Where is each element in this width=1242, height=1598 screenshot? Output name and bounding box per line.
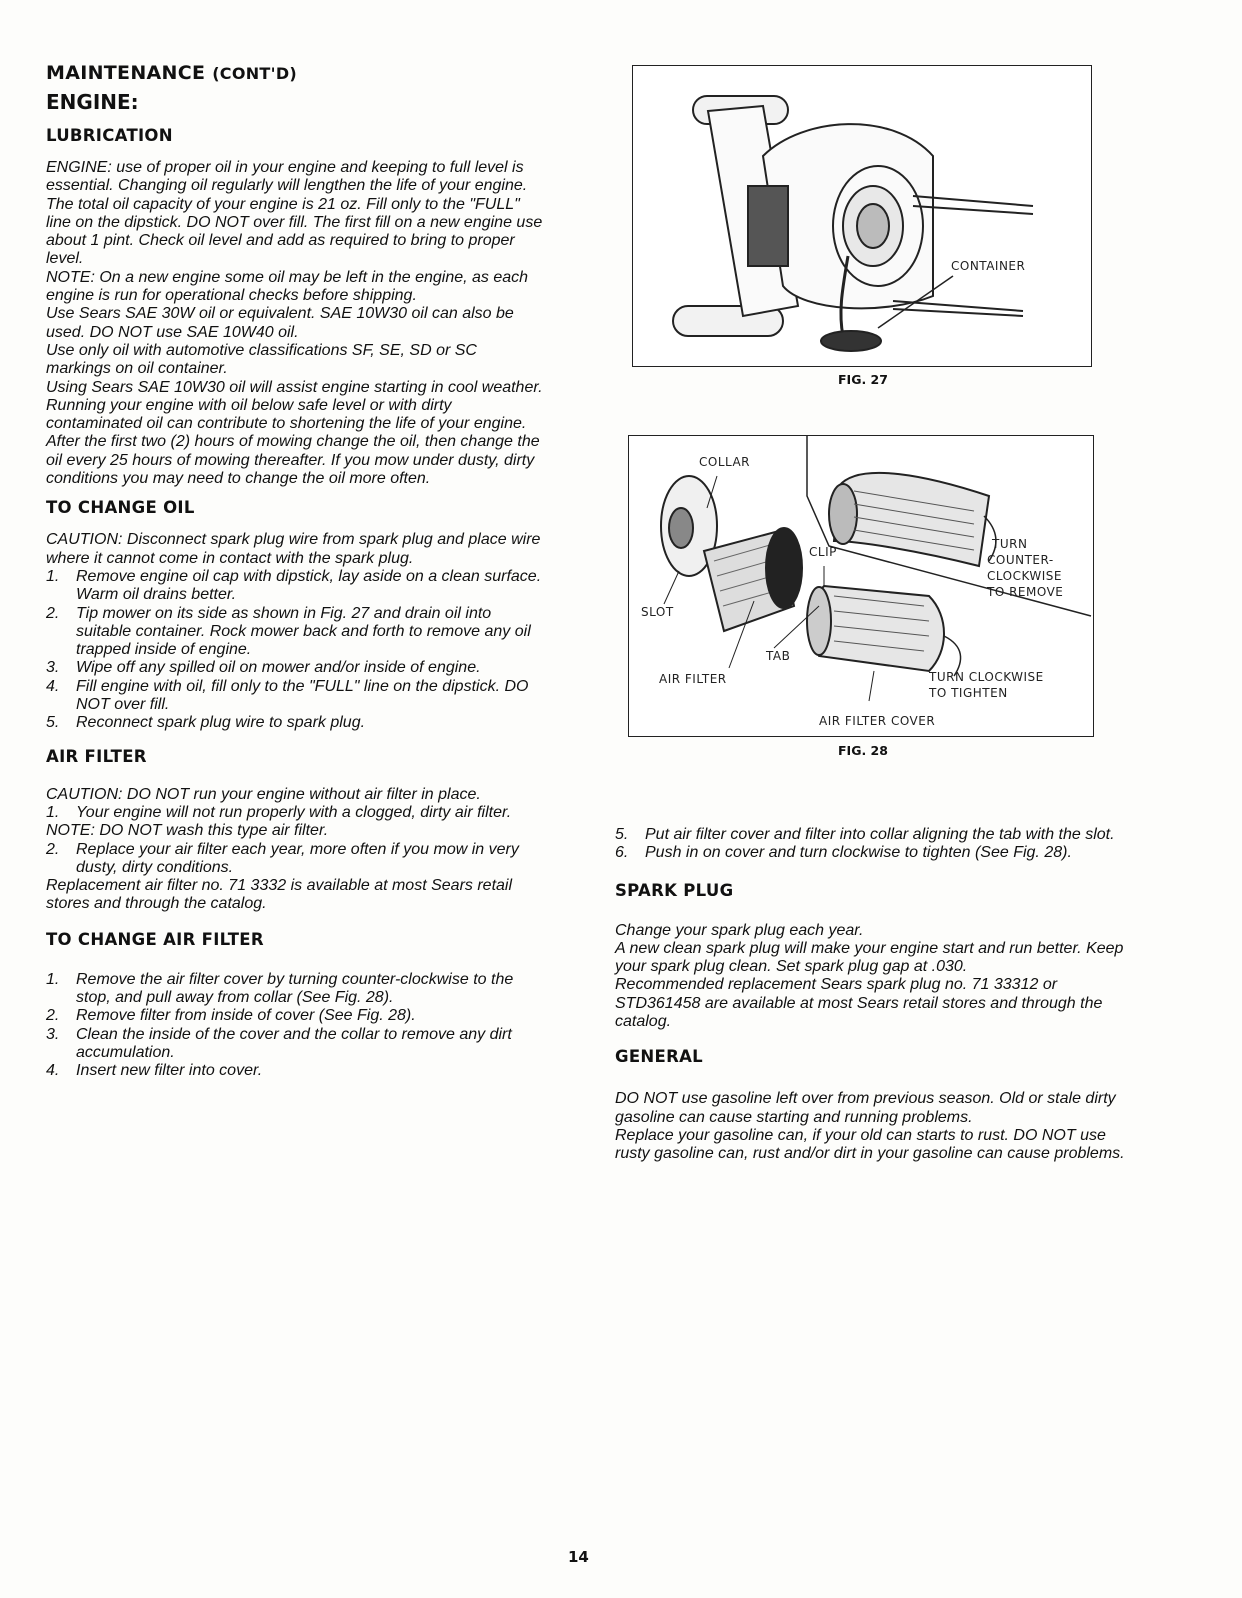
maintenance-heading: MAINTENANCE <box>46 62 206 84</box>
step-number: 5. <box>46 714 60 732</box>
figure-28-caption: FIG. 28 <box>838 743 888 758</box>
step-text: Insert new filter into cover. <box>76 1062 263 1080</box>
air-filter-note: NOTE: DO NOT wash this type air filter. <box>46 822 329 840</box>
paragraph: Using Sears SAE 10W30 oil will assist engine starting in cool weather. <box>46 378 543 396</box>
step-text: Reconnect spark plug wire to spark plug. <box>76 714 366 732</box>
step-number: 4. <box>46 1062 60 1080</box>
collar-label: COLLAR <box>699 455 751 469</box>
container-label: CONTAINER <box>951 259 1026 273</box>
paragraph: NOTE: On a new engine some oil may be left in the engine, as each engine is run for operational checks before shipping. <box>46 268 529 305</box>
contd-label: (CONT'D) <box>212 64 298 83</box>
step-text: Tip mower on its side as shown in Fig. 27 and drain oil into suitable container. Rock mower back and forth to remove any oil trapped inside of engine. <box>76 604 531 659</box>
left-column <box>46 62 546 1080</box>
step-number: 1. <box>46 970 60 988</box>
change-oil-caution: CAUTION: Disconnect spark plug wire from spark plug and place wire where it cannot come in contact with the spark plug. <box>46 531 541 567</box>
change-air-filter-steps-cont <box>615 826 1130 863</box>
turn-clockwise-label: TURN CLOCKWISE <box>929 670 1044 684</box>
step-item <box>46 659 546 677</box>
step-item <box>46 1026 546 1063</box>
figure-27 <box>632 65 1092 367</box>
spark-plug-body <box>615 922 1130 1032</box>
general-body <box>615 1090 1130 1163</box>
clip-label: CLIP <box>809 545 837 559</box>
step-number: 3. <box>46 659 60 677</box>
step-text: Remove filter from inside of cover (See Fig. 28). <box>76 1007 416 1025</box>
engine-heading: ENGINE: <box>46 90 139 114</box>
step-number: 3. <box>46 1025 60 1043</box>
figure-28 <box>628 435 1094 737</box>
step-number: 5. <box>615 826 629 843</box>
air-filter-heading: AIR FILTER <box>46 746 147 766</box>
paragraph: DO NOT use gasoline left over from previous season. Old or stale dirty gasoline can cause starting and running problems. <box>615 1090 1116 1126</box>
step-number: 2. <box>46 1007 60 1025</box>
change-air-filter-heading: TO CHANGE AIR FILTER <box>46 929 264 949</box>
change-air-filter-steps <box>46 971 546 1081</box>
paragraph: Change your spark plug each year. <box>615 921 864 939</box>
spark-plug-heading: SPARK PLUG <box>615 880 734 900</box>
air-filter-label: AIR FILTER <box>659 672 727 686</box>
air-filter-step-2: 2. Replace your air filter each year, more often if you mow in very dusty, dirty conditions. <box>46 840 519 876</box>
right-column <box>615 826 1130 1164</box>
step-item <box>46 605 546 660</box>
step-text: Push in on cover and turn clockwise to tighten (See Fig. 28). <box>645 844 1072 862</box>
step-item <box>46 568 546 605</box>
step-item <box>615 844 1130 862</box>
step-text: Remove engine oil cap with dipstick, lay aside on a clean surface. Warm oil drains better. <box>76 567 542 604</box>
paragraph: After the first two (2) hours of mowing change the oil, then change the oil every 25 hours of mowing thereafter. If you mow under dusty, dirty conditions you may need to change the oil more often. <box>46 433 540 488</box>
step-item <box>46 1062 546 1080</box>
step-item <box>46 714 546 732</box>
air-filter-illustration <box>629 436 1093 736</box>
slot-label: SLOT <box>641 605 674 619</box>
paragraph: Running your engine with oil below safe level or with dirty contaminated oil can contribute to shortening the life of your engine. <box>46 396 527 433</box>
turn-label: TURN <box>992 537 1028 551</box>
section-header <box>46 62 546 84</box>
step-number: 4. <box>46 677 60 695</box>
paragraph: Replace your gasoline can, if your old can starts to rust. DO NOT use rusty gasoline can, rust and/or dirt in your gasoline can cause problems. <box>615 1126 1125 1163</box>
step-text: Put air filter cover and filter into collar aligning the tab with the slot. <box>645 826 1115 843</box>
step-item <box>46 971 546 1008</box>
paragraph: Use only oil with automotive classifications SF, SE, SD or SC markings on oil container. <box>46 341 477 378</box>
paragraph: ENGINE: use of proper oil in your engine and keeping to full level is essential. Changing oil regularly will lengthen the life of your engine. <box>46 159 528 195</box>
step-item <box>46 678 546 715</box>
counter-label: COUNTER- <box>987 553 1054 567</box>
tab-label: TAB <box>766 649 791 663</box>
step-number: 2. <box>46 604 60 622</box>
step-number: 1. <box>46 567 60 585</box>
to-tighten-label: TO TIGHTEN <box>929 686 1008 700</box>
page-number: 14 <box>568 1548 589 1566</box>
change-oil-steps <box>46 568 546 733</box>
step-text: Clean the inside of the cover and the collar to remove any dirt accumulation. <box>76 1025 512 1061</box>
air-filter-replacement: Replacement air filter no. 71 3332 is available at most Sears retail stores and through the catalog. <box>46 877 513 913</box>
paragraph: A new clean spark plug will make your engine start and run better. Keep your spark plug clean. Set spark plug gap at .030. <box>615 939 1124 976</box>
lubrication-body <box>46 159 546 488</box>
mower-illustration <box>633 66 1091 366</box>
air-filter-step-1: 1. Your engine will not run properly with a clogged, dirty air filter. <box>46 803 512 821</box>
step-text: Fill engine with oil, fill only to the "FULL" line on the dipstick. DO NOT over fill. <box>76 677 529 714</box>
to-remove-label: TO REMOVE <box>987 585 1064 599</box>
paragraph: Recommended replacement Sears spark plug no. 71 33312 or STD361458 are available at most Sears retail stores and through the catalog. <box>615 976 1103 1031</box>
paragraph: The total oil capacity of your engine is 21 oz. Fill only to the "FULL" line on the dipstick. DO NOT over fill. The first fill on a new engine use about 1 pint. Check oil level and add as required to bring to proper level. <box>46 195 543 268</box>
air-filter-cover-label: AIR FILTER COVER <box>819 714 936 728</box>
lubrication-heading: LUBRICATION <box>46 126 173 145</box>
step-item <box>615 826 1130 844</box>
change-oil-heading: TO CHANGE OIL <box>46 498 195 518</box>
step-text: Wipe off any spilled oil on mower and/or inside of engine. <box>76 659 481 677</box>
figure-27-caption: FIG. 27 <box>838 372 888 387</box>
step-number: 6. <box>615 844 629 862</box>
general-heading: GENERAL <box>615 1047 703 1067</box>
step-item <box>46 1007 546 1025</box>
air-filter-caution: CAUTION: DO NOT run your engine without air filter in place. <box>46 785 481 803</box>
step-text: Remove the air filter cover by turning counter-clockwise to the stop, and pull away from collar (See Fig. 28). <box>76 970 514 1006</box>
paragraph: Use Sears SAE 30W oil or equivalent. SAE 10W30 oil can also be used. DO NOT use SAE 10W40 oil. <box>46 305 514 341</box>
clockwise-label: CLOCKWISE <box>987 569 1063 583</box>
